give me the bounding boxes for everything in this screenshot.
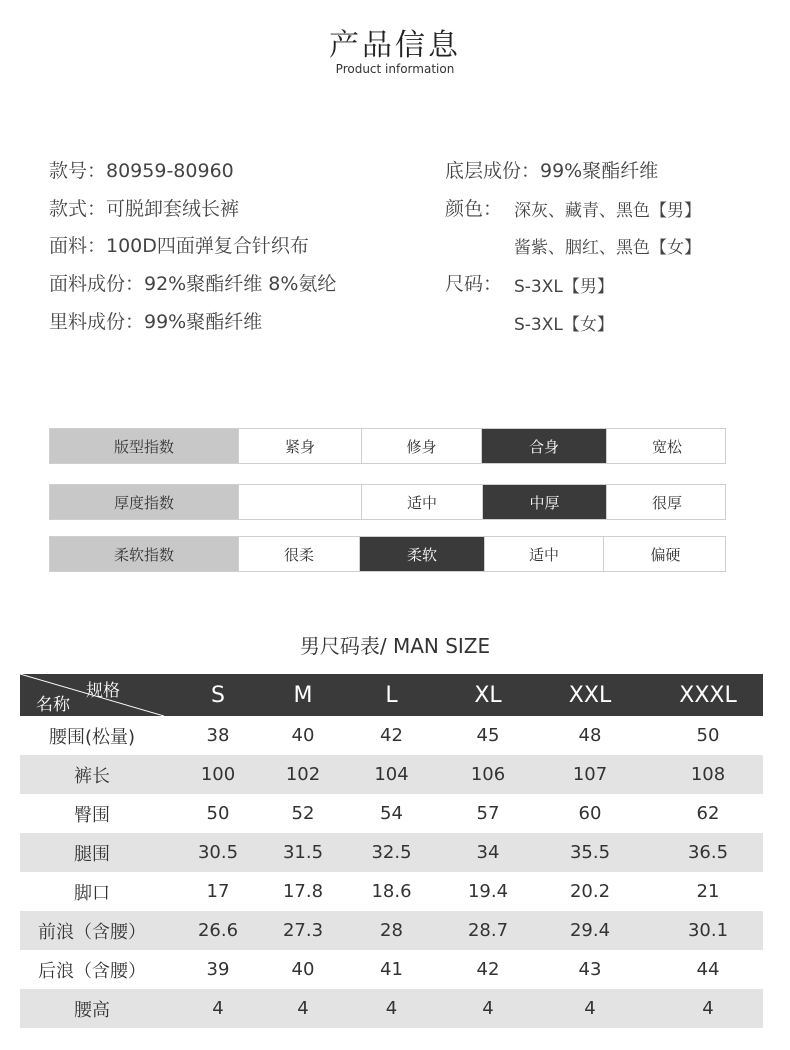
softness-option: 柔软 [359,537,484,571]
measurement-value: 21 [696,881,720,902]
measurement-value: 4 [702,998,714,1019]
table-row [20,833,763,872]
size-column-header: XL [474,682,502,708]
measurement-value: 108 [690,764,726,785]
fit-gauge [49,428,726,464]
measurement-name: 腿围 [74,843,110,865]
measurement-value: 50 [206,803,230,824]
measurement-value: 48 [578,725,602,746]
page-subtitle: Product information [335,62,455,76]
measurement-value: 4 [212,998,224,1019]
measurement-name: 前浪（含腰） [38,921,146,943]
measurement-value: 41 [380,959,403,980]
measurement-value: 30.5 [197,842,239,863]
measurement-value: 20.2 [569,881,611,902]
info-size-women: S-3XL【女】 [514,315,614,335]
info-color-men: 深灰、藏青、黑色【男】 [514,201,701,221]
softness-gauge-label: 柔软指数 [50,537,238,571]
info-color-label: 颜色： [445,198,503,220]
measurement-value: 57 [476,803,500,824]
thickness-option: 很厚 [606,485,727,519]
measurement-value: 19.4 [467,881,509,902]
measurement-value: 54 [380,803,403,824]
table-row [20,872,763,911]
measurement-name: 脚口 [74,882,110,904]
info-size-men: S-3XL【男】 [514,277,614,297]
measurement-value: 30.1 [687,920,729,941]
size-table-header [20,674,763,716]
measurement-value: 35.5 [569,842,611,863]
info-size-label: 尺码： [445,273,503,295]
measurement-value: 104 [374,764,409,785]
info-base-composition: 底层成份：99%聚酯纤维 [445,160,659,182]
measurement-value: 32.5 [371,842,412,863]
size-column-header: XXXL [679,682,737,708]
table-row [20,716,763,755]
fit-option: 宽松 [606,429,727,463]
measurement-value: 36.5 [687,842,729,863]
fit-gauge-label: 版型指数 [50,429,238,463]
thickness-option: 适中 [361,485,482,519]
softness-option: 很柔 [238,537,359,571]
thickness-gauge [49,484,726,520]
measurement-value: 45 [476,725,500,746]
table-row [20,755,763,794]
info-lining-composition: 里料成份：99%聚酯纤维 [49,311,263,333]
table-row [20,989,763,1028]
table-row [20,794,763,833]
measurement-value: 52 [291,803,315,824]
measurement-value: 42 [476,959,500,980]
softness-gauge [49,536,726,572]
measurement-value: 28.7 [467,920,509,941]
measurement-value: 102 [285,764,321,785]
measurement-value: 43 [578,959,602,980]
fit-option: 修身 [361,429,481,463]
measurement-name: 臀围 [74,804,110,826]
info-style: 款式：可脱卸套绒长裤 [49,198,240,220]
thickness-option: 中厚 [482,485,606,519]
measurement-name: 裤长 [74,765,110,787]
measurement-name: 腰围(松量) [48,726,136,748]
thickness-gauge-label: 厚度指数 [50,485,238,519]
corner-spec-label: 规格 [86,681,120,701]
measurement-value: 34 [476,842,500,863]
measurement-value: 4 [385,998,398,1019]
size-table-title: 男尺码表/ MAN SIZE [299,634,491,658]
measurement-value: 40 [291,725,315,746]
measurement-value: 18.6 [371,881,412,902]
measurement-value: 44 [696,959,720,980]
measurement-value: 17 [206,881,230,902]
page-title: 产品信息 [329,28,461,63]
fit-option: 紧身 [238,429,361,463]
measurement-value: 42 [380,725,403,746]
size-column-header: S [211,682,225,708]
table-row [20,911,763,950]
info-fabric: 面料：100D四面弹复合针织布 [49,235,309,257]
measurement-name: 后浪（含腰） [38,960,146,982]
measurement-name: 腰高 [74,999,110,1021]
thickness-option [238,485,361,519]
measurement-value: 40 [291,959,315,980]
measurement-value: 100 [200,764,236,785]
measurement-value: 50 [696,725,720,746]
measurement-value: 31.5 [282,842,324,863]
measurement-value: 38 [206,725,230,746]
size-column-header: M [293,682,313,708]
measurement-value: 27.3 [282,920,324,941]
softness-option: 适中 [484,537,603,571]
info-fabric-composition: 面料成份：92%聚酯纤维 8%氨纶 [49,273,337,295]
table-row [20,950,763,989]
measurement-value: 39 [206,959,230,980]
measurement-value: 106 [470,764,506,785]
measurement-value: 4 [482,998,494,1019]
info-style-number: 款号：80959-80960 [49,160,234,182]
measurement-value: 62 [696,803,720,824]
measurement-value: 17.8 [282,881,324,902]
size-column-header: L [385,682,398,708]
measurement-value: 107 [572,764,608,785]
size-table [20,674,763,1028]
measurement-value: 4 [584,998,596,1019]
measurement-value: 29.4 [569,920,611,941]
measurement-value: 60 [578,803,602,824]
size-table-corner [20,674,164,716]
info-color-women: 酱紫、胭红、黑色【女】 [514,238,701,258]
size-column-header: XXL [568,682,612,708]
softness-option: 偏硬 [603,537,727,571]
corner-name-label: 名称 [36,695,70,715]
measurement-value: 4 [297,998,309,1019]
measurement-value: 26.6 [197,920,239,941]
measurement-value: 28 [380,920,403,941]
fit-option: 合身 [481,429,606,463]
